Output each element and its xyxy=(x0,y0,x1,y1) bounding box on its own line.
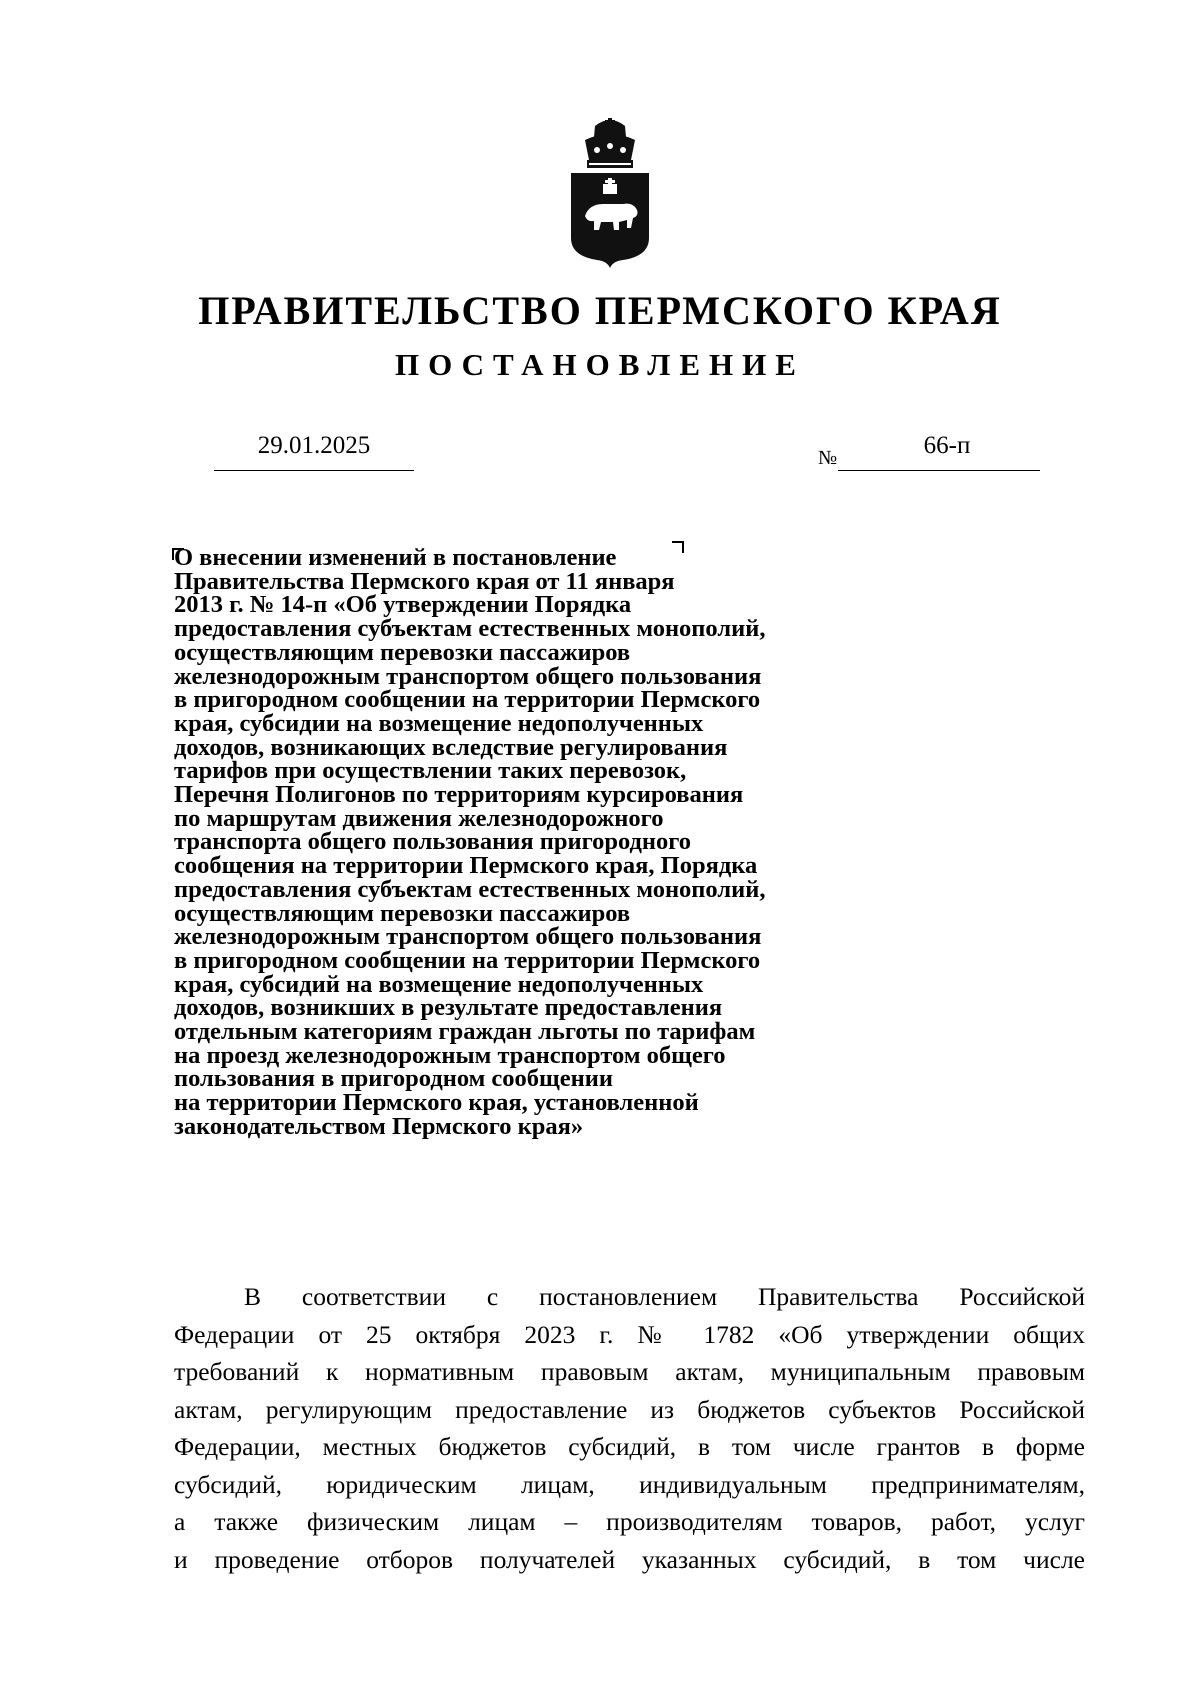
body-line: требований к нормативным правовым актам, муниципальным правовым xyxy=(174,1357,1085,1386)
title-line: тарифов при осуществлении таких перевозок, xyxy=(174,757,687,785)
title-line: в пригородном сообщении на территории Пермского xyxy=(174,686,761,714)
title-line: на проезд железнодорожным транспортом общего xyxy=(174,1041,726,1069)
body-line: а также физическим лицам – производителям товаров, работ, услуг xyxy=(174,1507,1085,1536)
title-line: О внесении изменений в постановление xyxy=(174,544,617,571)
title-line: доходов, возникших в результате предоставления xyxy=(174,994,723,1022)
document-date: 29.01.2025 xyxy=(257,432,371,459)
title-line: сообщения на территории Пермского края, Порядка xyxy=(174,852,758,880)
document-body xyxy=(174,1278,1085,1578)
title-line: 2013 г. № 14-п «Об утверждении Порядка xyxy=(174,591,632,619)
title-line: пользования в пригородном сообщении xyxy=(174,1065,613,1093)
title-line: транспорта общего пользования пригородного xyxy=(174,828,692,856)
title-line: края, субсидии на возмещение недополученных xyxy=(174,709,704,737)
title-line: осуществляющим перевозки пассажиров xyxy=(174,638,631,666)
title-line: законодательством Пермского края» xyxy=(174,1112,584,1140)
document-type: ПОСТАНОВЛЕНИЕ xyxy=(395,347,805,382)
title-line: Перечня Полигонов по территориям курсирования xyxy=(174,781,744,809)
title-line: доходов, возникающих вследствие регулирования xyxy=(174,733,728,761)
body-line: В соответствии с постановлением Правительства Российской xyxy=(244,1282,1085,1311)
title-line: на территории Пермского края, установленной xyxy=(174,1089,699,1117)
document-number-field xyxy=(838,432,1040,471)
title-line: осуществляющим перевозки пассажиров xyxy=(174,899,631,927)
body-line: актам, регулирующим предоставление из бюджетов субъектов Российской xyxy=(174,1394,1085,1424)
title-line: по маршрутам движения железнодорожного xyxy=(174,804,664,832)
title-line: отдельным категориям граждан льготы по тарифам xyxy=(174,1018,756,1046)
body-line: и проведение отборов получателей указанных субсидий, в том числе xyxy=(174,1544,1085,1574)
coat-of-arms-icon xyxy=(567,118,653,268)
body-line: Федерации, местных бюджетов субсидий, в том числе грантов в форме xyxy=(174,1432,1085,1461)
document-number: 66-п xyxy=(923,432,971,459)
body-line: субсидий, юридическим лицам, индивидуальным предпринимателям, xyxy=(174,1469,1085,1499)
number-sign: № xyxy=(818,447,838,469)
title-line: предоставления субъектам естественных монополий, xyxy=(174,875,766,903)
title-line: в пригородном сообщении на территории Пермского xyxy=(174,946,761,974)
organization-name: ПРАВИТЕЛЬСТВО ПЕРМСКОГО КРАЯ xyxy=(198,288,1002,333)
title-line: предоставления субъектам естественных монополий, xyxy=(174,615,766,643)
document-title xyxy=(174,546,894,1139)
title-line: железнодорожным транспортом общего пользования xyxy=(174,662,762,690)
title-line: Правительства Пермского края от 11 января xyxy=(174,567,675,595)
title-line: края, субсидий на возмещение недополученных xyxy=(174,970,704,998)
document-date-field xyxy=(214,432,414,471)
body-line: Федерации от 25 октября 2023 г. № 1782 «Об утверждении общих xyxy=(174,1319,1085,1349)
title-line: железнодорожным транспортом общего пользования xyxy=(174,923,762,951)
